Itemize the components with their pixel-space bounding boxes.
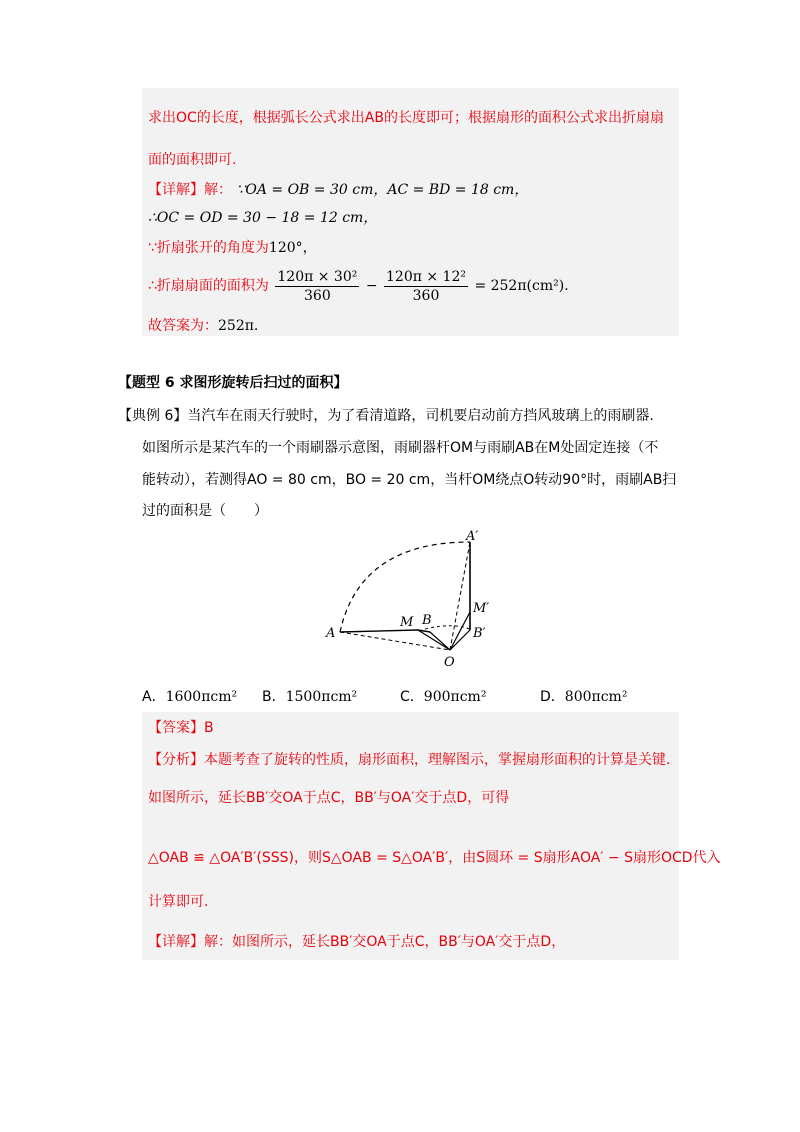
option-d-value: 800πcm² xyxy=(564,689,628,705)
detail-tag: 【详解】 xyxy=(148,182,204,198)
label-m-prime: M′ xyxy=(473,601,490,616)
problem-line1 xyxy=(118,405,654,425)
label-o: O xyxy=(444,655,455,670)
segment-om-prime xyxy=(450,612,470,650)
analysis-tag: 【分析】 xyxy=(148,752,204,768)
sol1-line2: 面的面积即可. xyxy=(148,152,237,168)
option-a-letter: A． xyxy=(142,689,166,705)
label-m: M xyxy=(400,615,414,630)
option-c-letter: C． xyxy=(400,689,424,705)
section-title: 【题型 6 求图形旋转后扫过的面积】 xyxy=(118,375,348,391)
sol2-line4: 计算即可. xyxy=(148,894,209,910)
option-d-letter: D． xyxy=(540,689,565,705)
problem-tag: 【典例 6】 xyxy=(118,408,188,424)
sol2-answer xyxy=(148,718,214,738)
answer-tag: 【答案】 xyxy=(148,720,204,736)
sol2-analysis xyxy=(148,750,670,770)
frac1-den: 360 xyxy=(304,287,331,304)
step4-post: = 252π(cm²). xyxy=(474,278,569,294)
problem-line4: 过的面积是（ ） xyxy=(142,503,268,519)
segment-am xyxy=(340,630,418,632)
answer-text: 故答案为： xyxy=(148,318,218,334)
sol1-step2: ∴OC = OD = 30 − 18 = 12 cm， xyxy=(148,210,378,226)
option-c-value: 900πcm² xyxy=(423,689,487,705)
fraction-2 xyxy=(384,268,468,305)
option-b-value: 1500πcm² xyxy=(285,689,358,705)
detail2-tag: 【详解】 xyxy=(148,934,204,950)
answer-math: 252π. xyxy=(218,318,259,334)
option-c[interactable] xyxy=(400,686,486,706)
answer-value: B xyxy=(204,720,214,736)
wiper-figure xyxy=(320,522,550,672)
segment-om xyxy=(418,630,450,650)
problem-line2: 如图所示是某汽车的一个雨刷器示意图，雨刷器杆OM与雨刷AB在M处固定连接（不 xyxy=(142,440,659,456)
sol1-line1: 求出OC的长度，根据弧长公式求出AB的长度即可；根据扇形的面积公式求出折扇扇 xyxy=(148,110,664,126)
minus-sign: − xyxy=(365,278,378,294)
label-b: B xyxy=(422,613,432,628)
sol2-line3: △OAB ≌ △OA′B′(SSS)，则S△OAB = S△OA′B′，由S圆环 = S扇形AOA′ − S扇形OCD代入 xyxy=(148,850,721,866)
detail-text: 解： xyxy=(204,182,232,198)
sol1-step3 xyxy=(148,238,317,258)
sol1-step4 xyxy=(148,266,569,306)
problem-text-1: 当汽车在雨天行驶时，为了看清道路，司机要启动前方挡风玻璃上的雨刷器. xyxy=(187,408,654,424)
option-a-value: 1600πcm² xyxy=(165,689,238,705)
option-b[interactable] xyxy=(262,686,357,706)
detail-math: ∵OA = OB = 30 cm，AC = BD = 18 cm， xyxy=(236,182,529,198)
sol2-detail xyxy=(148,932,565,952)
label-a: A xyxy=(326,626,336,641)
frac1-num: 120π × 30² xyxy=(277,268,358,285)
sol1-answer xyxy=(148,316,258,336)
label-a-prime: A′ xyxy=(466,529,479,544)
step4-pre: ∴折扇扇面的面积为 xyxy=(148,278,269,294)
option-a[interactable] xyxy=(142,686,237,706)
step3-text: ∵折扇张开的角度为 xyxy=(148,240,269,256)
problem-line3: 能转动），若测得AO = 80 cm，BO = 20 cm，当杆OM绕点O转动90°时，雨刷AB扫 xyxy=(142,472,677,488)
arc-b-b-prime xyxy=(425,626,472,630)
option-b-letter: B． xyxy=(262,689,286,705)
frac2-num: 120π × 12² xyxy=(386,268,466,285)
detail2-text: 解：如图所示，延长BB′交OA于点C，BB′与OA′交于点D， xyxy=(204,934,566,950)
step3-math: 120°， xyxy=(268,240,317,256)
sol1-detail xyxy=(148,180,528,200)
label-b-prime: B′ xyxy=(473,626,486,641)
sol2-line2: 如图所示，延长BB′交OA于点C，BB′与OA′交于点D，可得 xyxy=(148,790,510,806)
analysis-text: 本题考查了旋转的性质，扇形面积，理解图示，掌握扇形面积的计算是关键. xyxy=(204,752,671,768)
option-d[interactable] xyxy=(540,686,627,706)
frac2-den: 360 xyxy=(412,287,440,304)
fraction-1 xyxy=(275,268,359,305)
